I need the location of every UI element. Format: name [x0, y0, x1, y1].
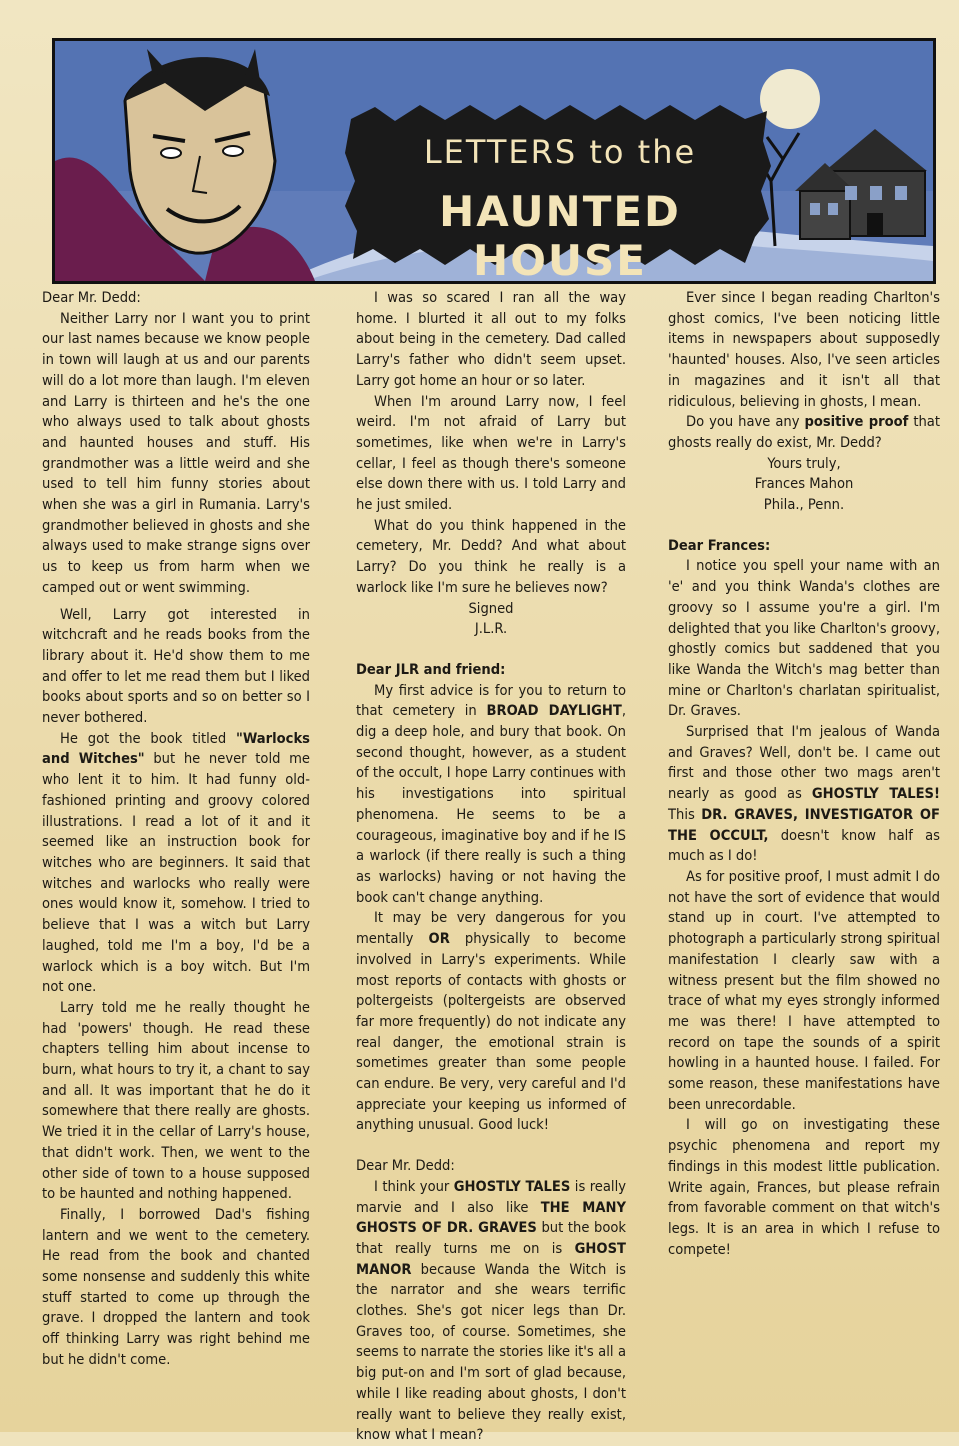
- letter2-p1-b: GHOSTLY TALES: [453, 1177, 571, 1195]
- column-2-content: [356, 288, 626, 1446]
- letter2-name: Frances Mahon: [754, 475, 854, 493]
- reply2-paragraph-4: I will go on investigating these psychic phenomena and report my findings in this modest little publication. Write again, Frances, but please refrain from favorable comment on that witch's legs. It is an area in which I refuse to compete!: [668, 1116, 940, 1258]
- letter2-paragraph-2: Ever since I began reading Charlton's ghost comics, I've been noticing little items in newspapers about supposedly 'haunted' houses. Also, I've seen articles in magazines and it isn't all that ridiculous, believing in ghosts, I mean.: [668, 289, 940, 410]
- reply1-p1-bold: BROAD DAYLIGHT: [486, 702, 622, 720]
- letter1-paragraph-5: Finally, I borrowed Dad's fishing lantern and we went to the cemetery. He read from the book and chanted some nonsense and suddenly this white stuff started to come up through the grave. I dropped the lantern and took off thinking Larry was right behind me but he didn't come.: [42, 1205, 310, 1368]
- letter2-p3-bold: positive proof: [804, 413, 909, 431]
- reply2-p2-after: doesn't know half as much as I do!: [668, 826, 940, 865]
- reply1-paragraph-1: [356, 681, 626, 909]
- title-text-block: [351, 107, 769, 284]
- reply2-paragraph-2: [668, 722, 940, 867]
- letter1-paragraph-7: When I'm around Larry now, I feel weird. I'm not afraid of Larry but sometimes, like when we're in Larry's cellar, I feel as though there's someone else down there with us. I told Larry and he just smiled.: [356, 392, 626, 514]
- letter2-p1-f: GHOST MANOR: [356, 1239, 626, 1278]
- column-1: [42, 288, 310, 1371]
- letter2-closing: Yours truly,: [767, 454, 841, 472]
- letter1-paragraph-3: [42, 729, 310, 998]
- letter2-place: Phila., Penn.: [763, 496, 845, 514]
- reply1-p1-after: , dig a deep hole, and bury that book. On second thought, however, as a student of the occult, I hope Larry continues with his investigations into spiritual phenomena. He seems to be a courageous, imaginative boy and if he IS a warlock (if there really is such a thing as warlocks) having or not having the book can't change anything.: [356, 702, 626, 906]
- letter1-p3-after: but he never told me who lent it to him. It had funny old-fashioned printing and groovy colored illustrations. I read a lot of it and it seemed like an instruction book for witches who are beginners. It said that witches and warlocks who really were ones would know it, somehow. I tried to believe that I was a witch but Larry laughed, told me I'm a boy, I'd be a warlock which is a boy witch. But I'm not one.: [42, 750, 310, 996]
- letter2-p1-c: is really marvie and I also like: [356, 1177, 626, 1216]
- letter1-salutation: Dear Mr. Dedd:: [42, 289, 141, 306]
- letter1-paragraph-8: What do you think happened in the cemetery, Mr. Dedd? And what about Larry? Do you think he really is a warlock like I'm sure he believes now?: [356, 516, 626, 596]
- letter2-p1-g: because Wanda the Witch is the narrator and she wears terrific clothes. She's got nicer legs than Dr. Graves too, of course. Sometimes, she seems to narrate the stories like it's all a big put-on and I'm sort of glad because, while I like reading about ghosts, I don't really want to believe they really exist, know what I mean?: [356, 1260, 626, 1444]
- moon-icon: [760, 69, 820, 129]
- letter1-signature: J.L.R.: [474, 620, 508, 638]
- letter1-paragraph-2: Well, Larry got interested in witchcraft and he reads books from the library about it. He'd show them to me and offer to let me read them but I liked books about sports and so on better so I never bothered.: [42, 605, 310, 727]
- reply2-salutation-text: Dear Frances:: [668, 536, 771, 554]
- letters-header-banner: [52, 38, 936, 284]
- letter1-paragraph-6: I was so scared I ran all the way home. I blurted it all out to my folks about being in the cemetery. Dad called Larry's father who didn't seem upset. Larry got home an hour or so later.: [356, 289, 626, 389]
- reply2-paragraph-1: I notice you spell your name with an 'e' and you think Wanda's clothes are groovy so I assume you're a girl. I'm delighted that you like Charlton's groovy, ghostly comics but saddened that you like Wanda the Witch's mag better than mine or Charlton's charlatan spiritualist, Dr. Graves.: [668, 557, 940, 720]
- reply1-salutation: [356, 660, 626, 681]
- letter2-salutation: Dear Mr. Dedd:: [356, 1157, 455, 1175]
- column-3: [668, 288, 940, 1260]
- letter1-p3-before: He got the book titled: [60, 729, 236, 747]
- letter2-paragraph-1: [356, 1177, 626, 1446]
- reply1-p2-bold: OR: [428, 930, 450, 948]
- reply1-paragraph-2: [356, 908, 626, 1136]
- reply1-p2-after: physically to become involved in Larry's experiments. While most reports of contacts with ghosts or poltergeists (poltergeists are observed far more frequently) do not indicate any real danger, the emotional strain is sometimes greater than some people can endure. Be very, very careful and I'd appreciate your keeping us informed of anything unusual. Good luck!: [356, 930, 626, 1134]
- reply2-p2-mid: This: [668, 805, 702, 823]
- reply1-salutation-text: Dear JLR and friend:: [356, 660, 506, 678]
- letter2-p1-d: THE MANY GHOSTS OF DR. GRAVES: [356, 1198, 626, 1237]
- title-line-1: LETTERS to the: [423, 133, 697, 171]
- letter1-signed-label: Signed: [468, 599, 514, 617]
- book-title-warlocks: "Warlocks and Witches": [42, 729, 310, 768]
- reply2-p2-bold2: DR. GRAVES, INVESTIGATOR OF THE OCCULT,: [668, 805, 940, 844]
- letter2-paragraph-3: [668, 412, 940, 453]
- letter1-paragraph-4: Larry told me he really thought he had 'powers' though. He read these chapters telling him about incense to burn, what hours to try it, a chant to say and all. It was important that he do it somewhere that there really are ghosts. We tried it in the cellar of Larry's house, that didn't work. Then, we went to the other side of town to a house supposed to be haunted and nothing happened.: [42, 998, 310, 1203]
- letter2-p3-after: that ghosts really do exist, Mr. Dedd?: [668, 413, 941, 451]
- reply1-p2-before: It may be very dangerous for you mentally: [356, 909, 626, 948]
- title-line-2: HAUNTED HOUSE: [439, 187, 681, 284]
- letter2-p3-before: Do you have any: [686, 413, 805, 431]
- reply2-salutation: [668, 536, 940, 557]
- reply2-paragraph-3: As for positive proof, I must admit I do not have the sort of evidence that would stand up in court. I've attempted to photograph a particularly strong spiritual manifestation I clearly saw with a witness present but the film showed no trace of what my eyes strongly informed me was there! I have attempted to record on tape the sounds of a spirit howling in a haunted house. I failed. For some reason, these manifestations have been unrecordable.: [668, 867, 940, 1113]
- reply1-p1-before: My first advice is for you to return to that cemetery in: [356, 681, 626, 720]
- letter1-paragraph-1: Neither Larry nor I want you to print our last names because we know people in town will laugh at us and our parents will do a lot more than laugh. I'm eleven and Larry is thirteen and he's the one who always used to talk about ghosts and haunted houses and stuff. His grandmother was a little weird and she used to tell him funny stories about when she was a girl in Rumania. Larry's grandmother believed in ghosts and she always used to make strange signs over us to keep us from harm when we camped out or went swimming.: [42, 309, 310, 596]
- letter2-p1-e: but the book that really turns me on is: [356, 1219, 626, 1257]
- reply2-p2-before: Surprised that I'm jealous of Wanda and Graves? Well, don't be. I came out first and those other two mags aren't nearly as good as: [668, 723, 940, 803]
- letter2-p1-a: I think your: [374, 1177, 454, 1195]
- reply2-p2-bold1: GHOSTLY TALES!: [811, 785, 940, 803]
